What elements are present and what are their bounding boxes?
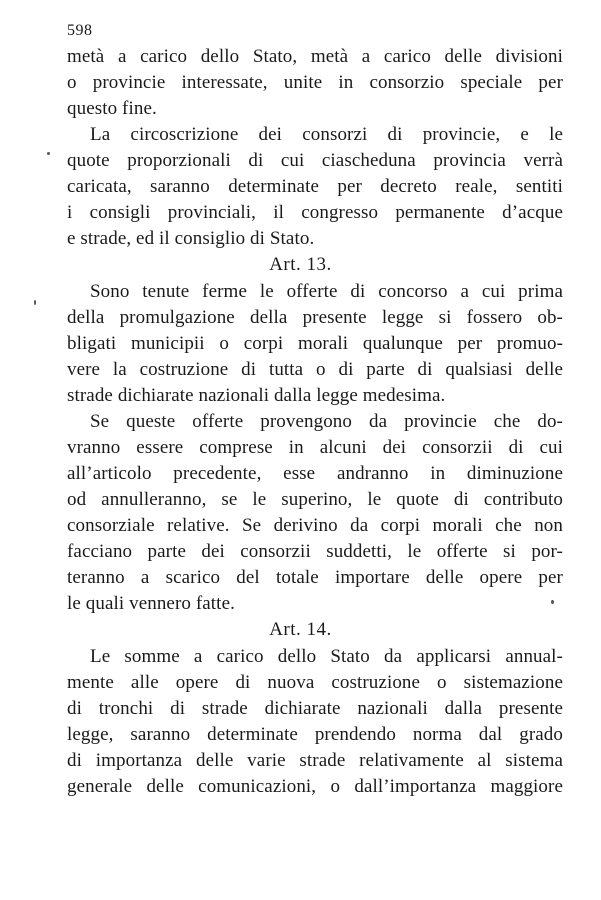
article-heading: Art. 13.	[269, 254, 332, 275]
text-line: Se queste offerte provengono da provincie che do-	[90, 411, 563, 432]
text-line: quote proporzionali di cui ciascheduna provincia verrà	[67, 150, 563, 171]
article-heading: Art. 14.	[269, 619, 332, 640]
text-line: e strade, ed il consiglio di Stato.	[67, 228, 315, 249]
text-line: generale delle comunicazioni, o dall’importanza maggiore	[67, 776, 563, 797]
text-line: vere la costruzione di tutta o di parte di qualsiasi delle	[67, 359, 563, 380]
text-line: bligati municipii o corpi morali qualunque per promuo-	[67, 333, 563, 354]
page-number: 598	[67, 22, 93, 39]
text-line: legge, saranno determinate prendendo norma dal grado	[67, 724, 563, 745]
text-line: della promulgazione della presente legge si fossero ob-	[67, 307, 563, 328]
text-line: strade dichiarate nazionali dalla legge medesima.	[67, 385, 446, 406]
text-line: La circoscrizione dei consorzi di provincie, e le	[90, 124, 563, 145]
text-line: consorziale relative. Se derivino da corpi morali che non	[67, 515, 563, 536]
text-line: Le somme a carico dello Stato da applicarsi annual-	[90, 646, 563, 667]
text-line: i consigli provinciali, il congresso permanente d’acque	[67, 202, 563, 223]
text-line: caricata, saranno determinate per decreto reale, sentiti	[67, 176, 563, 197]
paper-speck	[47, 152, 50, 155]
text-line: mente alle opere di nuova costruzione o sistemazione	[67, 672, 563, 693]
text-line: le quali vennero fatte.	[67, 593, 235, 614]
text-line: od annulleranno, se le superino, le quote di contributo	[67, 489, 563, 510]
paper-speck	[551, 600, 554, 604]
text-line: metà a carico dello Stato, metà a carico delle divisioni	[67, 46, 563, 67]
text-line: teranno a scarico del totale importare delle opere per	[67, 567, 563, 588]
text-line: all’articolo precedente, esse andranno in diminuzione	[67, 463, 563, 484]
text-line: vranno essere comprese in alcuni dei consorzii di cui	[67, 437, 563, 458]
text-line: di importanza delle varie strade relativamente al sistema	[67, 750, 563, 771]
text-line: di tronchi di strade dichiarate nazionali dalla presente	[67, 698, 563, 719]
text-line: questo fine.	[67, 98, 157, 119]
text-line: Sono tenute ferme le offerte di concorso a cui prima	[90, 281, 563, 302]
paper-speck	[34, 300, 36, 305]
text-line: o provincie interessate, unite in consorzio speciale per	[67, 72, 563, 93]
text-line: facciano parte dei consorzii suddetti, le offerte si por-	[67, 541, 563, 562]
